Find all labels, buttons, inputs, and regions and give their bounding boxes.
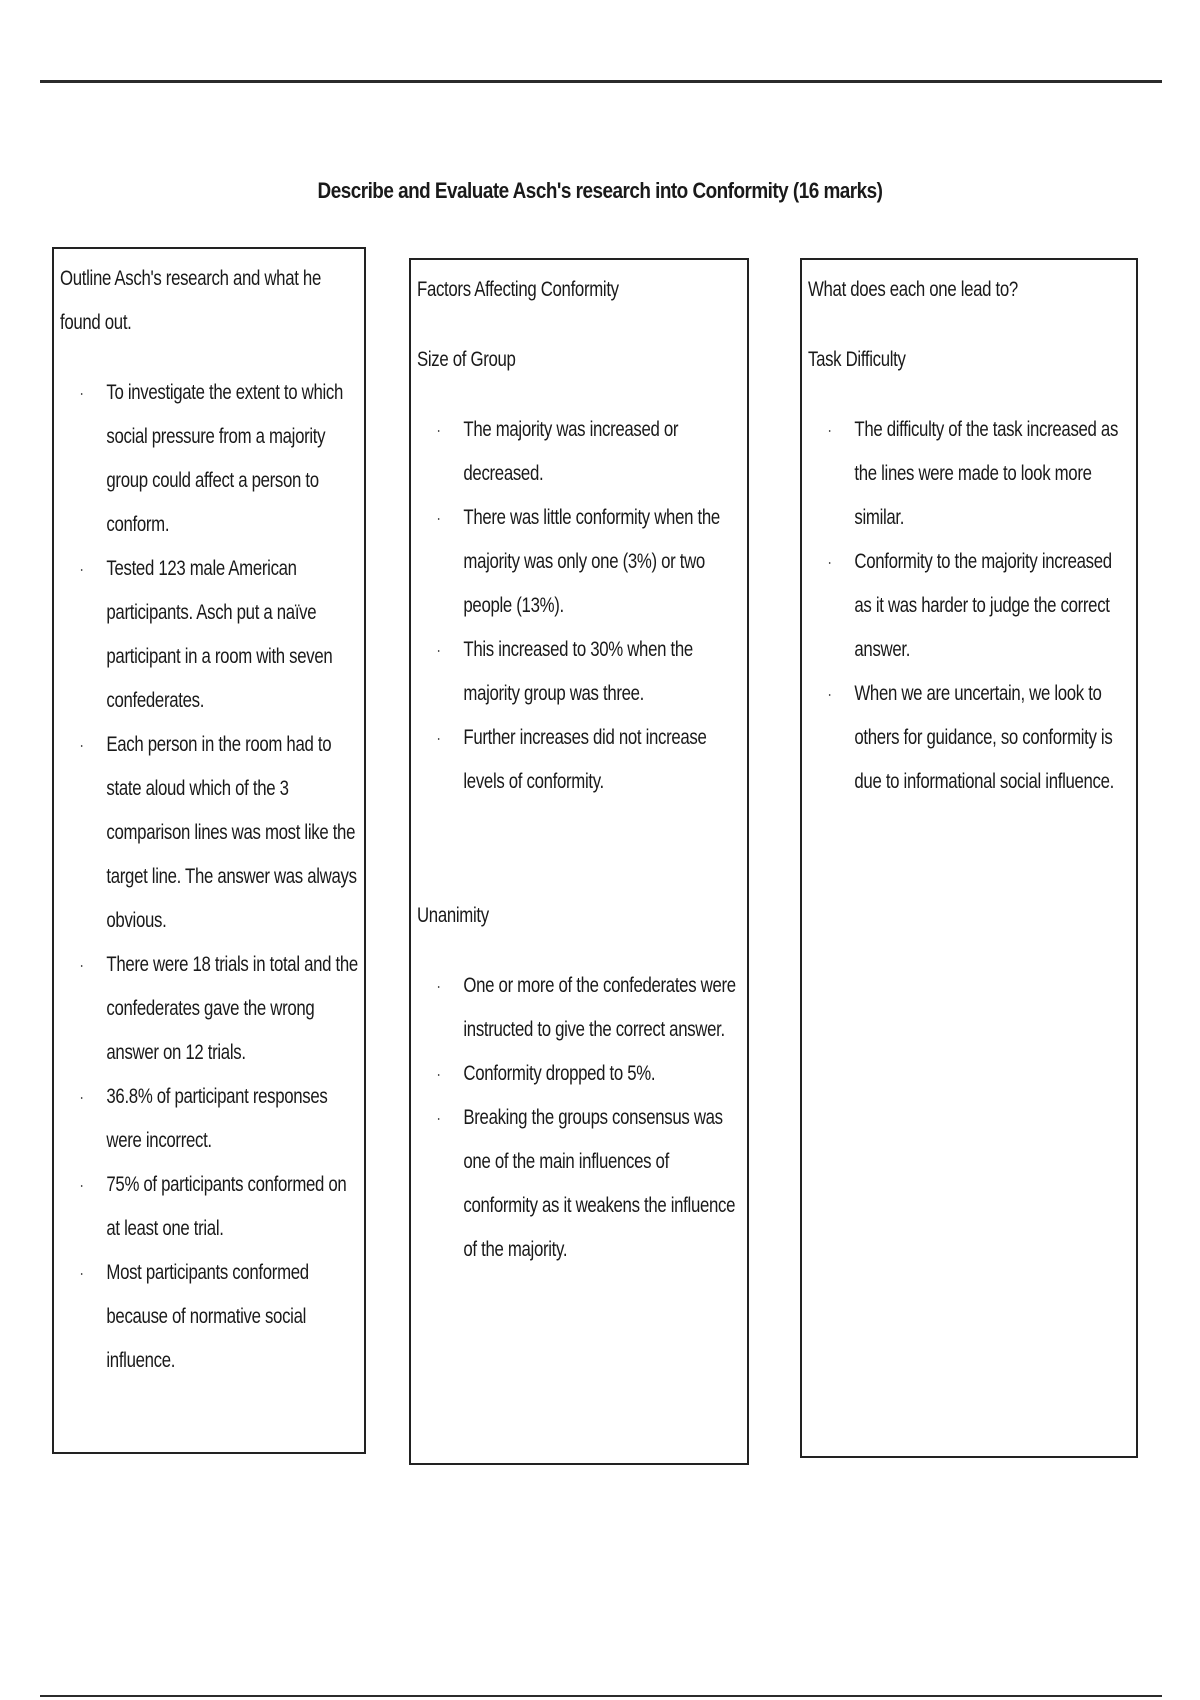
- list-item: · One or more of the confederates were instructed to give the correct answer.: [463, 964, 737, 1052]
- section-spacer: [417, 804, 737, 894]
- list-item: · Tested 123 male American participants. Asch put a naïve participant in a room with seven confederates.: [106, 547, 359, 723]
- unanimity-subheading: Unanimity: [417, 904, 489, 927]
- list-item: · Further increases did not increase levels of conformity.: [463, 716, 737, 804]
- task-difficulty-bullet-list: [808, 408, 1126, 804]
- list-item: · Conformity to the majority increased as it was harder to judge the correct answer.: [854, 540, 1126, 672]
- list-item: · The difficulty of the task increased as the lines were made to look more similar.: [854, 408, 1126, 540]
- list-item: · Conformity dropped to 5%.: [463, 1052, 737, 1096]
- list-item: · 36.8% of participant responses were incorrect.: [106, 1075, 359, 1163]
- list-item: · There was little conformity when the majority was only one (3%) or two people (13%).: [463, 496, 737, 628]
- list-item: · When we are uncertain, we look to others for guidance, so conformity is due to informational social influence.: [854, 672, 1126, 804]
- list-item: · There were 18 trials in total and the confederates gave the wrong answer on 12 trials.: [106, 943, 359, 1075]
- page-title: Describe and Evaluate Asch's research into Conformity (16 marks): [317, 178, 883, 203]
- list-item: · To investigate the extent to which social pressure from a majority group could affect a person to conform.: [106, 371, 359, 547]
- factors-heading: Factors Affecting Conformity: [417, 278, 619, 301]
- leads-heading: What does each one lead to?: [808, 278, 1018, 301]
- size-of-group-bullet-list: [417, 408, 737, 804]
- list-item: · The majority was increased or decreased.: [463, 408, 737, 496]
- outline-bullet-list: [60, 371, 359, 1383]
- list-item: · This increased to 30% when the majority group was three.: [463, 628, 737, 716]
- unanimity-bullet-list: [417, 964, 737, 1272]
- list-item: · Breaking the groups consensus was one of the main influences of conformity as it weakens the influence of the majority.: [463, 1096, 737, 1272]
- outline-heading: Outline Asch's research and what he found out.: [60, 267, 321, 334]
- top-rule: [40, 80, 1162, 83]
- factors-affecting-box: [409, 258, 749, 1465]
- outline-research-box: [52, 247, 366, 1454]
- task-difficulty-subheading: Task Difficulty: [808, 348, 906, 371]
- list-item: · 75% of participants conformed on at least one trial.: [106, 1163, 359, 1251]
- size-of-group-subheading: Size of Group: [417, 348, 516, 371]
- list-item: · Each person in the room had to state aloud which of the 3 comparison lines was most like the target line. The answer was always obvious.: [106, 723, 359, 943]
- list-item: · Most participants conformed because of normative social influence.: [106, 1251, 359, 1383]
- what-each-leads-to-box: [800, 258, 1138, 1458]
- bottom-rule: [40, 1695, 1162, 1697]
